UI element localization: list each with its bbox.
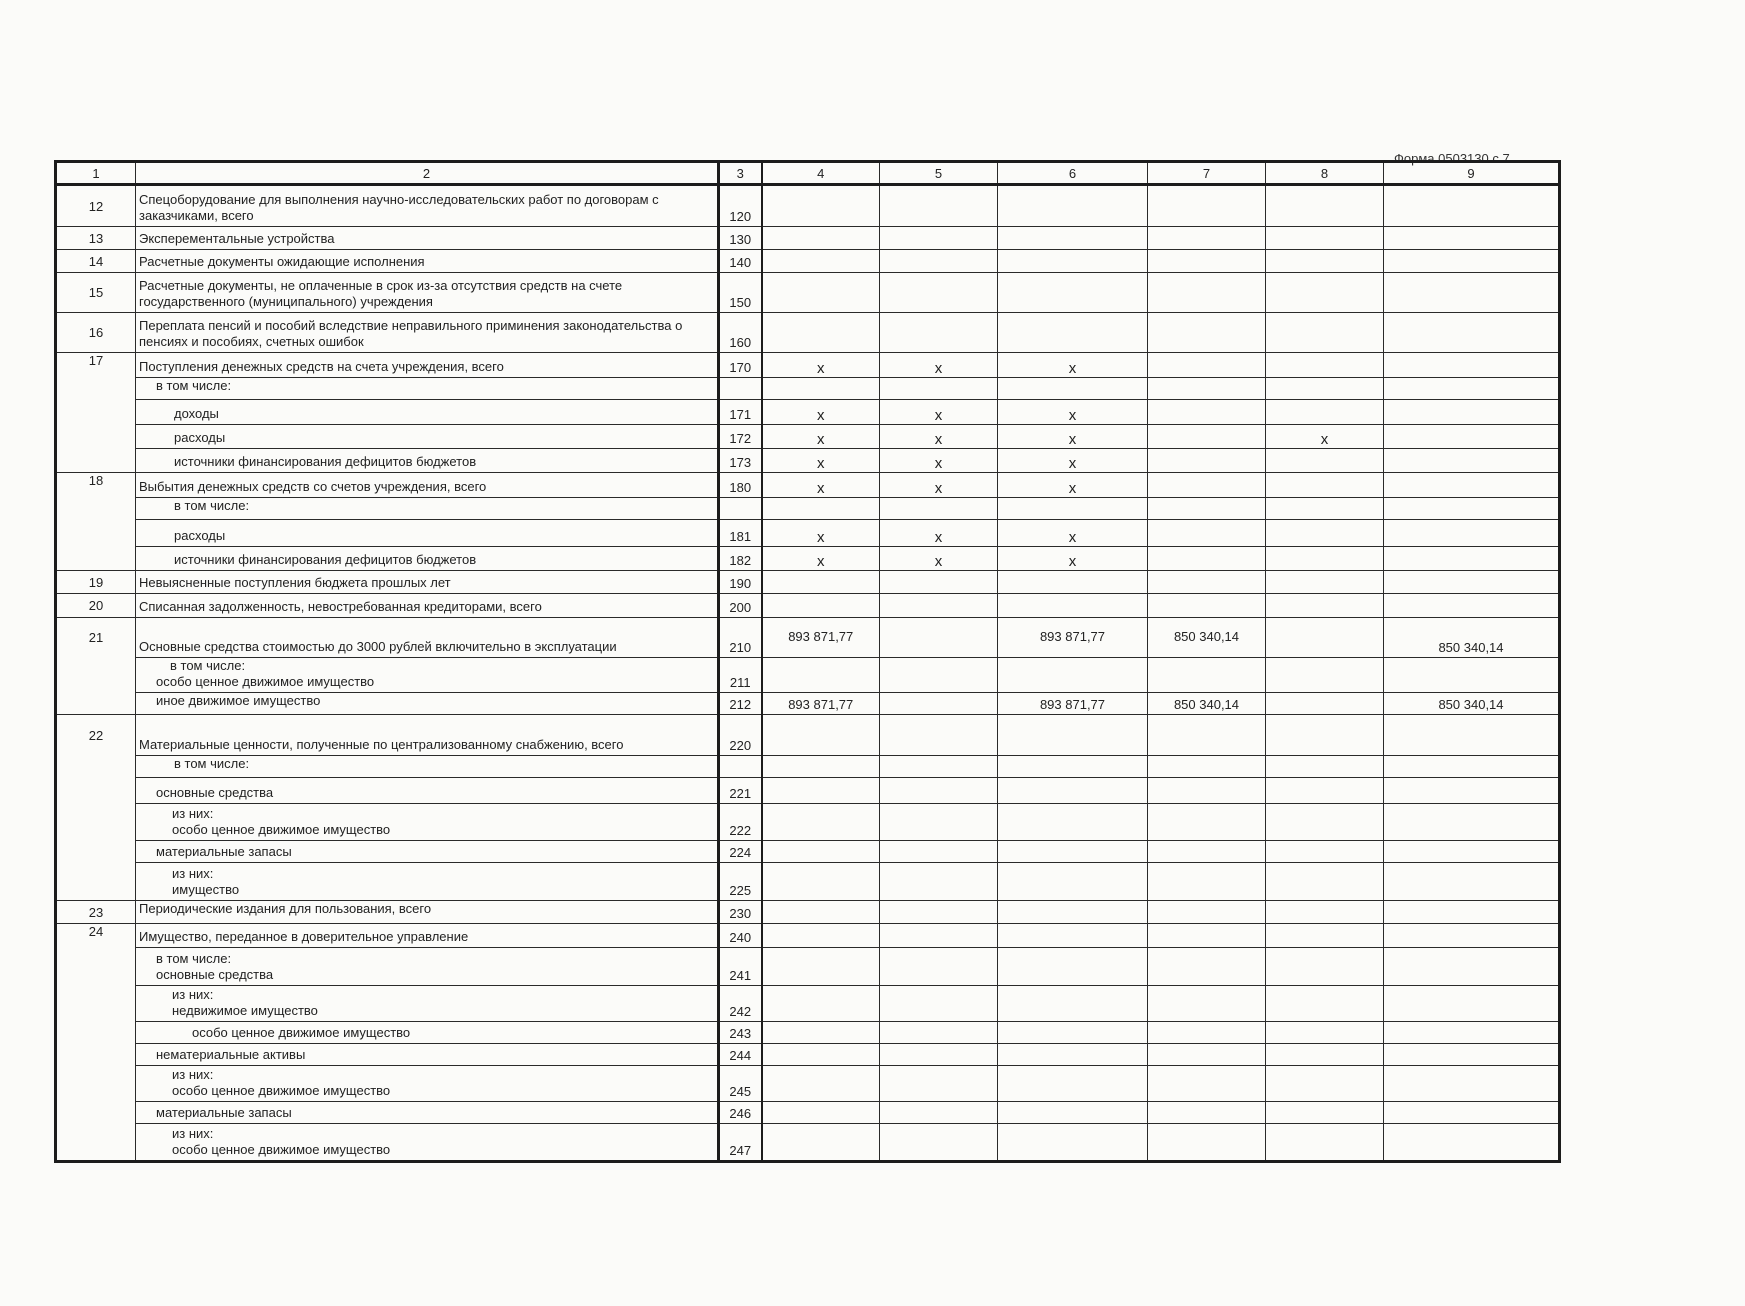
table-row — [56, 756, 1560, 778]
report-table — [54, 160, 1561, 1163]
cell-col5: х — [880, 425, 998, 449]
cell-col6: х — [998, 520, 1148, 547]
row-name: Имущество, переданное в доверительное управление — [136, 924, 719, 948]
row-code: 130 — [719, 227, 762, 250]
row-name: Материальные ценности, полученные по централизованному снабжению, всего — [136, 715, 719, 756]
row-name: особо ценное движимое имущество — [172, 1142, 391, 1157]
cell-col4: 893 871,77 — [762, 693, 880, 715]
row-subheading: из них: — [172, 1067, 214, 1082]
cell-col4: х — [762, 449, 880, 473]
cell-col6: х — [998, 425, 1148, 449]
row-number: 20 — [56, 594, 136, 618]
row-name: основные средства — [136, 778, 719, 804]
row-code: 243 — [719, 1022, 762, 1044]
row-name: материальные запасы — [136, 841, 719, 863]
cell-col4: х — [762, 353, 880, 378]
row-code: 181 — [719, 520, 762, 547]
row-name: Выбытия денежных средств со счетов учреждения, всего — [136, 473, 719, 498]
cell-col9: 850 340,14 — [1384, 693, 1560, 715]
table-row — [56, 227, 1560, 250]
row-name: доходы — [136, 400, 719, 425]
row-subheading: в том числе: — [170, 658, 246, 673]
table-row — [56, 520, 1560, 547]
cell-col7: 850 340,14 — [1148, 693, 1266, 715]
row-name: расходы — [136, 520, 719, 547]
row-name: источники финансирования дефицитов бюджетов — [136, 449, 719, 473]
row-code: 242 — [719, 986, 762, 1022]
row-name: особо ценное движимое имущество — [172, 1083, 391, 1098]
col-header-2: 2 — [136, 162, 719, 185]
row-number: 24 — [56, 924, 136, 948]
col-header-9: 9 — [1384, 162, 1560, 185]
table-row — [56, 353, 1560, 378]
row-subheading: в том числе: — [156, 951, 232, 966]
row-name: Спецоборудование для выполнения научно-исследовательских работ по договорам с заказчиками, всего — [136, 185, 719, 227]
col-header-4: 4 — [762, 162, 880, 185]
cell-col4: 893 871,77 — [762, 618, 880, 658]
row-code: 230 — [719, 901, 762, 924]
cell-col6: 893 871,77 — [998, 693, 1148, 715]
table-row — [56, 658, 1560, 693]
table-row — [56, 594, 1560, 618]
cell-col8: х — [1266, 425, 1384, 449]
row-code: 173 — [719, 449, 762, 473]
table-row — [56, 185, 1560, 227]
cell-col4: х — [762, 425, 880, 449]
row-name: Расчетные документы, не оплаченные в срок из-за отсутствия средств на счете государственного (муниципального) учреждения — [136, 273, 719, 313]
row-name: Основные средства стоимостью до 3000 рублей включительно в эксплуатации — [136, 618, 719, 658]
table-row — [56, 618, 1560, 658]
table-row — [56, 473, 1560, 498]
cell-col4: х — [762, 400, 880, 425]
row-number: 14 — [56, 250, 136, 273]
row-code: 210 — [719, 618, 762, 658]
table-row — [56, 948, 1560, 986]
row-name: особо ценное движимое имущество — [172, 822, 391, 837]
table-row — [56, 449, 1560, 473]
row-code: 221 — [719, 778, 762, 804]
row-code: 247 — [719, 1124, 762, 1162]
row-code: 244 — [719, 1044, 762, 1066]
col-header-8: 8 — [1266, 162, 1384, 185]
row-name: Невыясненные поступления бюджета прошлых лет — [136, 571, 719, 594]
row-name: недвижимое имущество — [172, 1003, 318, 1018]
table-row — [56, 571, 1560, 594]
row-name: Списанная задолженность, невостребованная кредиторами, всего — [136, 594, 719, 618]
row-number: 17 — [56, 353, 136, 378]
table-row — [56, 901, 1560, 924]
row-name: источники финансирования дефицитов бюджетов — [136, 547, 719, 571]
table-row — [56, 1102, 1560, 1124]
table-row — [56, 425, 1560, 449]
table-row — [56, 250, 1560, 273]
row-subheading: из них: — [172, 806, 214, 821]
table-row — [56, 378, 1560, 400]
table-row — [56, 778, 1560, 804]
row-code: 246 — [719, 1102, 762, 1124]
row-name: в том числе: — [136, 378, 719, 400]
col-header-1: 1 — [56, 162, 136, 185]
row-name: основные средства — [156, 967, 274, 982]
table-row — [56, 841, 1560, 863]
table-row — [56, 863, 1560, 901]
table-row — [56, 547, 1560, 571]
row-name: в том числе: — [136, 498, 719, 520]
row-name: Переплата пенсий и пособий вследствие неправильного приминения законодательства о пенсиях и пособиях, счетных ошибок — [136, 313, 719, 353]
row-code: 225 — [719, 863, 762, 901]
row-code: 211 — [719, 658, 762, 693]
row-code: 182 — [719, 547, 762, 571]
row-number: 22 — [56, 715, 136, 756]
row-name: Расчетные документы ожидающие исполнения — [136, 250, 719, 273]
row-code: 190 — [719, 571, 762, 594]
table-row — [56, 986, 1560, 1022]
row-code: 212 — [719, 693, 762, 715]
row-number: 18 — [56, 473, 136, 498]
cell-col6: х — [998, 473, 1148, 498]
row-number: 13 — [56, 227, 136, 250]
row-name: материальные запасы — [136, 1102, 719, 1124]
cell-col5: х — [880, 400, 998, 425]
row-code: 200 — [719, 594, 762, 618]
table-row — [56, 924, 1560, 948]
col-header-5: 5 — [880, 162, 998, 185]
row-subheading: из них: — [172, 1126, 214, 1141]
row-code: 160 — [719, 313, 762, 353]
form-code: Форма 0503130 с.7 — [1394, 151, 1510, 166]
row-name: особо ценное движимое имущество — [136, 1022, 719, 1044]
row-name: Периодические издания для пользования, всего — [136, 901, 719, 924]
col-header-3: 3 — [719, 162, 762, 185]
row-code: 171 — [719, 400, 762, 425]
table-row — [56, 273, 1560, 313]
row-name: имущество — [172, 882, 240, 897]
row-code: 222 — [719, 804, 762, 841]
col-header-7: 7 — [1148, 162, 1266, 185]
row-number: 16 — [56, 313, 136, 353]
cell-col5: х — [880, 547, 998, 571]
table-row — [56, 313, 1560, 353]
row-name: расходы — [136, 425, 719, 449]
cell-col5: х — [880, 353, 998, 378]
row-subheading: из них: — [172, 987, 214, 1002]
table-row — [56, 498, 1560, 520]
row-code: 224 — [719, 841, 762, 863]
cell-col6: х — [998, 449, 1148, 473]
cell-col7: 850 340,14 — [1148, 618, 1266, 658]
cell-col6: х — [998, 547, 1148, 571]
cell-col6: х — [998, 400, 1148, 425]
cell-col6: 893 871,77 — [998, 618, 1148, 658]
row-code: 170 — [719, 353, 762, 378]
row-name: особо ценное движимое имущество — [156, 674, 375, 689]
table-row — [56, 400, 1560, 425]
table-row — [56, 804, 1560, 841]
row-number: 12 — [56, 185, 136, 227]
row-code: 140 — [719, 250, 762, 273]
row-code: 241 — [719, 948, 762, 986]
row-name: нематериальные активы — [136, 1044, 719, 1066]
row-name: в том числе: — [136, 756, 719, 778]
row-code: 240 — [719, 924, 762, 948]
header-row — [56, 162, 1560, 185]
row-code: 120 — [719, 185, 762, 227]
row-number: 15 — [56, 273, 136, 313]
cell-col4: х — [762, 473, 880, 498]
cell-col6: х — [998, 353, 1148, 378]
row-code: 150 — [719, 273, 762, 313]
table-row — [56, 715, 1560, 756]
row-code: 220 — [719, 715, 762, 756]
row-name: Эксперементальные устройства — [136, 227, 719, 250]
cell-col4: х — [762, 520, 880, 547]
cell-col5: х — [880, 449, 998, 473]
cell-col5: х — [880, 520, 998, 547]
cell-col9: 850 340,14 — [1384, 618, 1560, 658]
col-header-6: 6 — [998, 162, 1148, 185]
row-name: иное движимое имущество — [136, 693, 719, 715]
table-row — [56, 1066, 1560, 1102]
row-number: 19 — [56, 571, 136, 594]
row-code: 172 — [719, 425, 762, 449]
row-code: 180 — [719, 473, 762, 498]
table-row — [56, 1044, 1560, 1066]
row-code: 245 — [719, 1066, 762, 1102]
table-row — [56, 1022, 1560, 1044]
row-number: 21 — [56, 618, 136, 658]
row-subheading: из них: — [172, 866, 214, 881]
row-number: 23 — [56, 901, 136, 924]
cell-col5: х — [880, 473, 998, 498]
cell-col4: х — [762, 547, 880, 571]
table-row — [56, 1124, 1560, 1162]
table-row — [56, 693, 1560, 715]
row-name: Поступления денежных средств на счета учреждения, всего — [136, 353, 719, 378]
